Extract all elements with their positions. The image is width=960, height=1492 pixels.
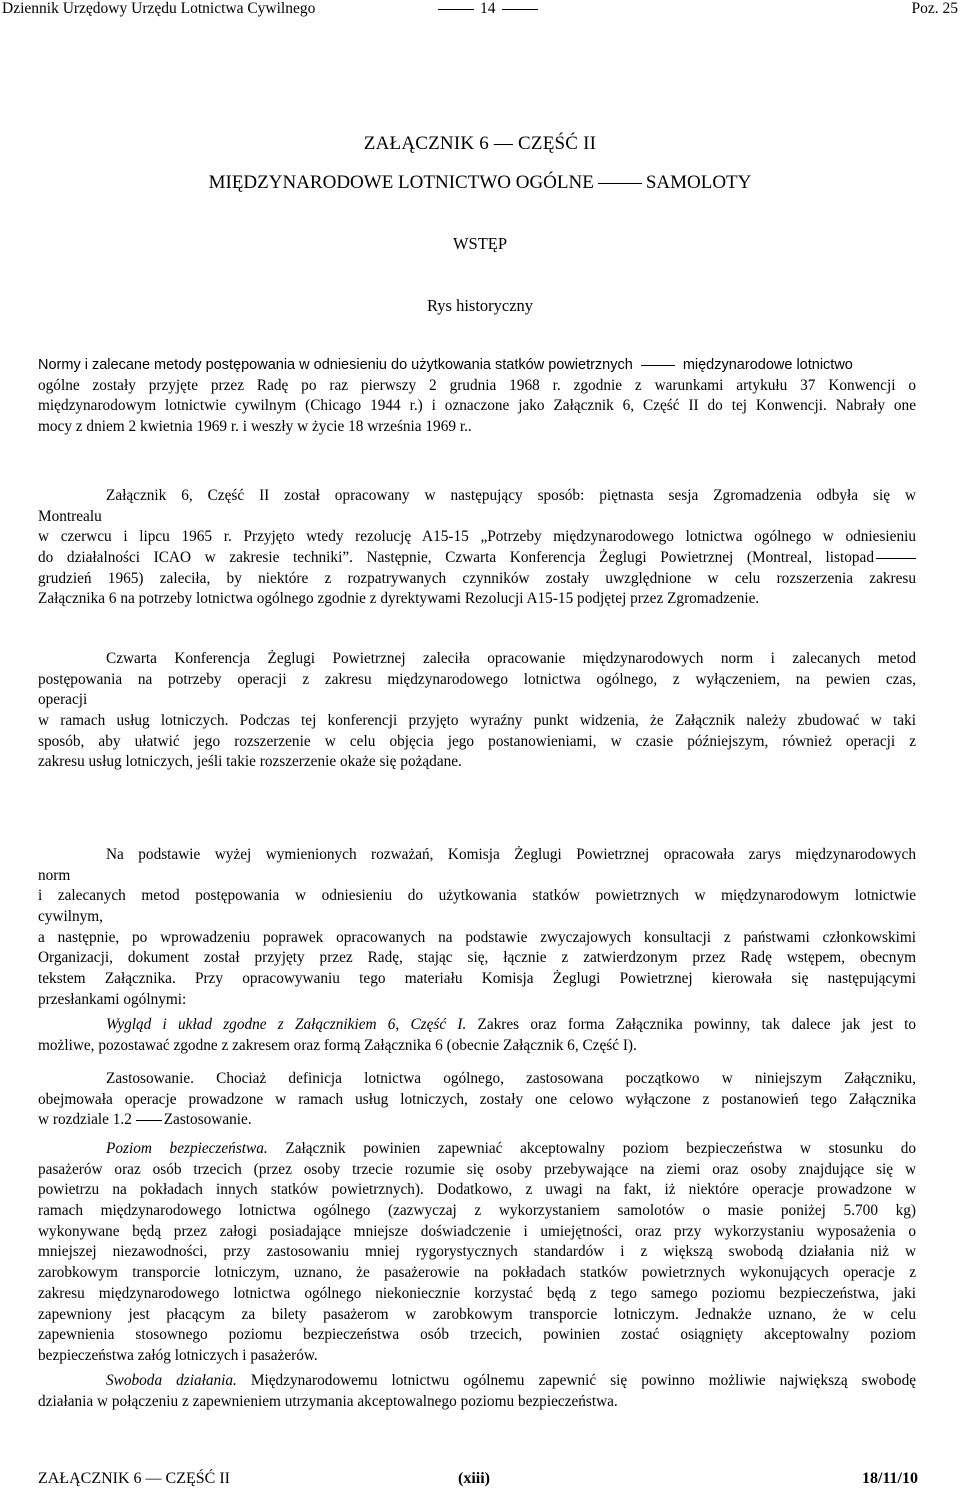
text-line: Czwarta Konferencja Żeglugi Powietrznej zaleciła opracowanie międzynarodowych norm i zalecanych metod: [106, 650, 916, 667]
text-dash: [641, 365, 675, 366]
text-line: międzynarodowym lotnictwie cywilnym (Chicago 1944 r.) i oznaczone jako Załącznik 6, Część II do tej Konwencji. Nabrały one: [38, 397, 916, 415]
text-dash: [876, 558, 916, 559]
paragraph-history: [38, 355, 916, 438]
footer-date: 18/11/10: [861, 1470, 918, 1487]
text-line: sposób, aby ułatwić jego rozszerzenie w celu objęcia jego postanowieniami, w czasie późniejszym, również operacji z: [38, 732, 916, 750]
header-dash-left: [438, 9, 474, 10]
header-publication: Dziennik Urzędowy Urzędu Lotnictwa Cywilnego: [2, 0, 316, 17]
text-line: zapewnienia stosownego poziomu bezpieczeństwa osób trzecich, powinien zostać osiągnięty akceptowalny poziom: [38, 1326, 916, 1344]
principle-lead: Poziom bezpieczeństwa.: [106, 1140, 268, 1157]
text-run: międzynarodowe lotnictwo: [682, 357, 853, 373]
text-line: w czerwcu i lipcu 1965 r. Przyjęto wtedy rezolucję A15-15 „Potrzeby międzynarodowego lotnictwa ogólnego w odniesieniu: [38, 528, 916, 546]
text-line: Załącznik 6, Część II został opracowany w następujący sposób: piętnasta sesja Zgromadzenia odbyła się w: [106, 487, 916, 504]
text-dash: [136, 1120, 162, 1121]
text-run: Zakres oraz forma Załącznika powinny, tak dalece jak jest to: [477, 1016, 916, 1033]
principle-lead: Wygląd i układ zgodne z Załącznikiem 6, Część I.: [106, 1016, 467, 1033]
text-run: Chociaż definicja lotnictwa ogólnego, zastosowana początkowo w niniejszym Załączniku,: [216, 1070, 916, 1087]
introduction-heading: WSTĘP: [452, 234, 508, 253]
footer-annex-label: ZAŁĄCZNIK 6 — CZĘŚĆ II: [38, 1470, 230, 1487]
subtitle-part-2: SAMOLOTY: [645, 172, 752, 193]
annex-title: ZAŁĄCZNIK 6 — CZĘŚĆ II: [363, 133, 597, 154]
text-line: działania w połączeniu z zapewnieniem utrzymania akceptowalnego poziomu bezpieczeństwa.: [38, 1392, 618, 1410]
principle-lead: Swoboda działania.: [106, 1372, 237, 1389]
text-line: grudzień 1965) zaleciła, by niektóre z rozpatrywanych czynników zostały uwzględnione w celu rozszerzenia zakresu: [38, 569, 916, 587]
footer-page-roman: (xiii): [458, 1470, 490, 1487]
text-line: mniejszej niezawodności, przy zastosowaniu mniej rygorystycznych standardów i z większą swobodą działania niż w: [38, 1243, 916, 1261]
text-line: w ramach usług lotniczych. Podczas tej konferencji przyjęto wyraźny punkt widzenia, że Załącznik należy zbudować w taki: [38, 712, 916, 730]
text-run: Międzynarodowemu lotnictwu ogólnemu zapewnić się powinno możliwie największą swobodę: [250, 1372, 916, 1389]
text-line: a następnie, po wprowadzeniu poprawek opracowanych na podstawie zwyczajowych konsultacji z państwami członkowskimi: [38, 928, 916, 946]
header-position: Poz. 25: [911, 0, 958, 17]
paragraph-fourth-conference: [38, 649, 916, 773]
text-line: mocy z dniem 2 kwietnia 1969 r. i weszły w życie 18 września 1969 r..: [38, 418, 472, 436]
text-line: ramach międzynarodowego lotnictwa ogólnego (zazwyczaj z wykorzystaniem samolotów o masie poniżej 5.700 kg): [38, 1202, 916, 1220]
subtitle-part-1: MIĘDZYNARODOWE LOTNICTWO OGÓLNE: [208, 172, 594, 193]
text-line: wykonywane będą przez załogi posiadające mniejsze doświadczenie i umiejętności, oraz przy wykorzystaniu wyposażenia o: [38, 1222, 916, 1240]
text-run: w rozdziale 1.2: [38, 1111, 132, 1129]
subtitle-dash: [598, 183, 642, 184]
text-line: przesłankami ogólnymi:: [38, 990, 187, 1008]
text-line: zarobkowym transporcie lotniczym, uznano, że pasażerowie na pokładach statków powietrznych wykonujących operacje z: [38, 1264, 916, 1282]
text-line: [38, 1015, 916, 1036]
text-line: zapewniony jest płacącym za bilety pasażerom w zarobkowym transporcie lotniczym. Jednakże uznano, że w celu: [38, 1305, 916, 1323]
text-line: cywilnym,: [38, 908, 104, 926]
header-page-number-text: 14: [480, 0, 496, 17]
text-line: zakresu usług lotniczych, jeśli takie rozszerzenie okaże się pożądane.: [38, 753, 462, 771]
text-line: powietrzu na pokładach innych statków powietrznych). Dodatkowo, z uwagi na fakt, iż niektóre operacje prowadzone w: [38, 1181, 916, 1199]
paragraph-freedom-principle: [38, 1371, 916, 1412]
text-line: bezpieczeństwa załóg lotniczych i pasażerów.: [38, 1346, 318, 1364]
paragraph-annex-history: [38, 486, 916, 610]
text-line: obejmowała operacje prowadzone w ramach usług lotniczych, zostały one celowo wyłączone z postanowień tego Załącznika: [38, 1090, 916, 1108]
header-dash-right: [502, 9, 538, 10]
text-run: Normy i zalecane metody postępowania w odniesieniu do użytkowania statków powietrznych: [38, 357, 633, 373]
text-line: operacji: [38, 691, 88, 709]
text-line: Na podstawie wyżej wymienionych rozważań, Komisja Żeglugi Powietrznej opracowała zarys międzynarodowych: [106, 846, 916, 863]
text-line: [38, 1069, 916, 1090]
paragraph-air-navigation-commission: [38, 845, 916, 1011]
text-line: pasażerów oraz osób trzecich (przez osoby trzecie rozumie się osoby przebywające na ziemi oraz osoby znajdujące się w: [38, 1160, 916, 1178]
text-line: możliwe, pozostawać zgodne z zakresem oraz formą Załącznika 6 (obecnie Załącznik 6, Część I).: [38, 1036, 637, 1054]
text-line: Montrealu: [38, 507, 102, 525]
text-line: ogólne zostały przyjęte przez Radę po raz pierwszy 2 grudnia 1968 r. zgodnie z warunkami artykułu 37 Konwencji o: [38, 376, 916, 394]
text-line: postępowania na potrzeby operacji z zakresu międzynarodowego lotnictwa ogólnego, z wyłączeniem, na pewien czas,: [38, 670, 916, 688]
text-line: norm: [38, 866, 71, 884]
paragraph-layout-principle: [38, 1015, 916, 1056]
paragraph-safety-level-principle: [38, 1139, 916, 1367]
text-line: [38, 1110, 916, 1131]
paragraph-applicability-principle: [38, 1069, 916, 1131]
text-line: i zalecanych metod postępowania w odniesieniu do użytkowania statków powietrznych w międzynarodowym lotnictwie: [38, 887, 916, 905]
text-line: Organizacji, dokument został przyjęty przez Radę, stając się, łącznie z zatwierdzonym przez Radę wstępem, obecnym: [38, 949, 916, 967]
principle-lead: Zastosowanie.: [106, 1070, 194, 1087]
annex-subtitle: [0, 172, 960, 194]
text-line: zakresu międzynarodowego lotnictwa ogólnego niekoniecznie korzystać będą z tego samego poziomu bezpieczeństwa, jaki: [38, 1284, 916, 1302]
text-run: Załącznik powinien zapewniać akceptowalny poziom bezpieczeństwa w stosunku do: [285, 1140, 916, 1157]
header-page-number: [432, 0, 544, 18]
text-line: [38, 1371, 916, 1392]
text-line: [38, 1139, 916, 1160]
text-line: tekstem Załącznika. Przy opracowywaniu tego materiału Komisja Żeglugi Powietrznej kierowała się następującymi: [38, 970, 916, 988]
text-line: do działalności ICAO w zakresie techniki”. Następnie, Czwarta Konferencja Żeglugi Powietrznej (Montreal, listopad: [38, 549, 874, 567]
text-line: [38, 355, 916, 376]
text-run: Zastosowanie.: [163, 1111, 252, 1129]
history-heading: Rys historyczny: [426, 296, 534, 315]
text-line: Załącznika 6 na potrzeby lotnictwa ogólnego zgodnie z dyrektywami Rezolucji A15-15 podjętej przez Zgromadzenie.: [38, 590, 760, 608]
